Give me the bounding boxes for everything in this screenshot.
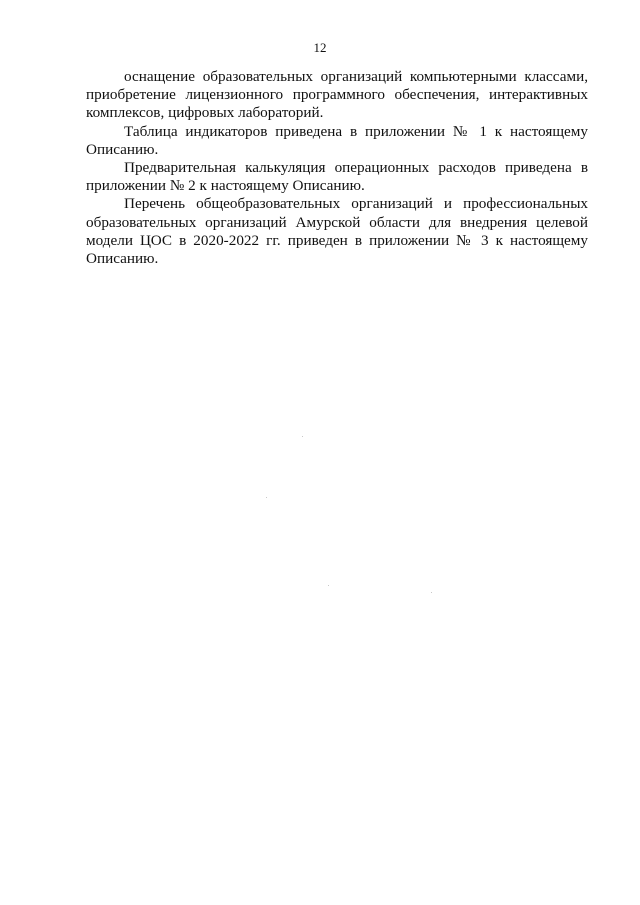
paragraph-cost-calculation: Предварительная калькуляция операционных расходов приведена в приложении № 2 к настоящему Описанию. <box>86 159 588 195</box>
paragraph-indicators-table: Таблица индикаторов приведена в приложении № 1 к настоящему Описанию. <box>86 122 588 158</box>
scan-speck <box>302 436 303 437</box>
page-number: 12 <box>313 40 327 55</box>
paragraph-organizations-list: Перечень общеобразовательных организаций и профессиональных образовательных организаций Амурской области для внедрения целевой модели ЦОС в 2020-2022 гг. приведен в приложении № 3 к настоящему Описанию. <box>86 195 588 268</box>
scan-speck <box>431 592 432 593</box>
paragraph-equipment: оснащение образовательных организаций компьютерными классами, приобретение лицензионного программного обеспечения, интерактивных комплексов, цифровых лабораторий. <box>86 68 588 122</box>
document-body <box>86 68 588 268</box>
scan-speck <box>266 497 267 498</box>
scan-speck <box>328 585 329 586</box>
